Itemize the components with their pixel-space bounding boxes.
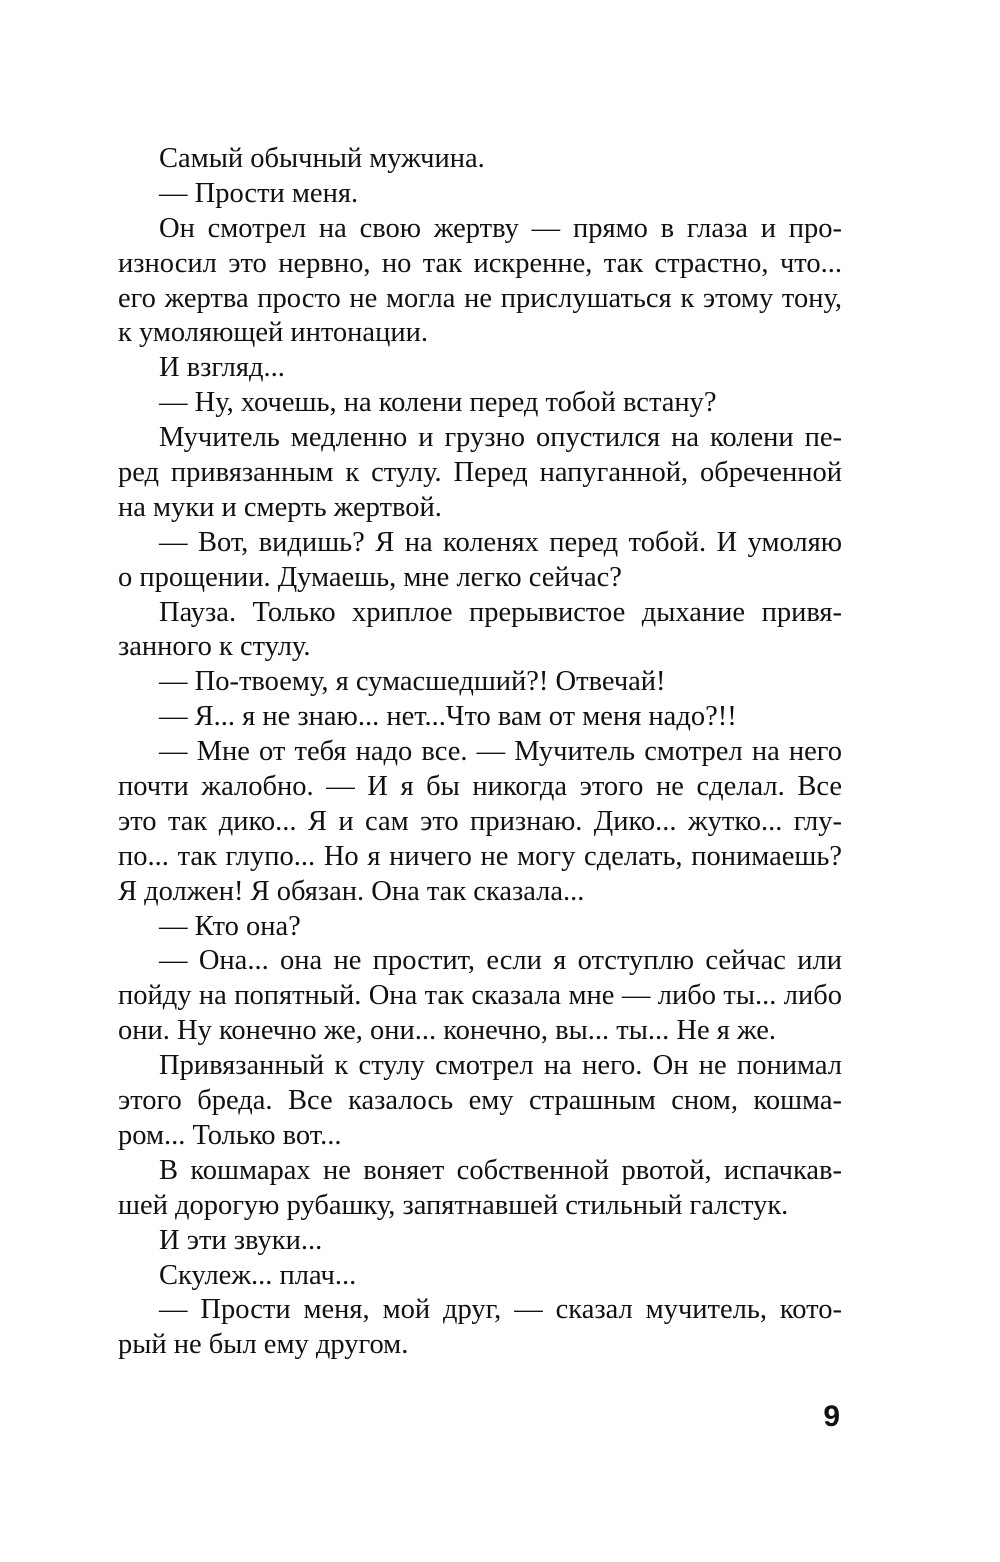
text-line: рый не был ему другом. xyxy=(118,1329,409,1361)
text-line: на муки и смерть жертвой. xyxy=(118,491,442,523)
text-line: Он смотрел на свою жертву — прямо в глаза и про- xyxy=(159,212,842,244)
text-line: о прощении. Думаешь, мне легко сейчас? xyxy=(118,561,622,593)
text-line: Я должен! Я обязан. Она так сказала... xyxy=(118,875,585,907)
text-line: И взгляд... xyxy=(159,352,285,384)
text-line: пойду на попятный. Она так сказала мне — либо ты... либо xyxy=(118,980,842,1012)
text-line: — Вот, видишь? Я на коленях перед тобой. И умоляю xyxy=(159,526,842,558)
text-line: его жертва просто не могла не прислушаться к этому тону, xyxy=(118,282,842,314)
text-line: Привязанный к стулу смотрел на него. Он не понимал xyxy=(159,1050,842,1082)
text-line: — Она... она не простит, если я отступлю сейчас или xyxy=(159,945,842,977)
text-line: — Ну, хочешь, на колени перед тобой встану? xyxy=(159,387,717,419)
text-line: — Прости меня. xyxy=(159,177,359,209)
text-line: это так дико... Я и сам это признаю. Дико... жутко... глу- xyxy=(118,805,842,837)
text-line: Пауза. Только хриплое прерывистое дыхание привя- xyxy=(159,596,842,628)
text-line: по... так глупо... Но я ничего не могу сделать, понимаешь? xyxy=(118,840,842,872)
text-line: В кошмарах не воняет собственной рвотой, испачкав- xyxy=(159,1154,842,1186)
text-line: — Я... я не знаю... нет...Что вам от меня надо?!! xyxy=(159,701,737,733)
text-line: шей дорогую рубашку, запятнавшей стильный галстук. xyxy=(118,1189,789,1221)
text-line: Самый обычный мужчина. xyxy=(159,143,485,174)
text-line: они. Ну конечно же, они... конечно, вы... ты... Не я же. xyxy=(118,1015,777,1047)
text-line: Мучитель медленно и грузно опустился на колени пе- xyxy=(159,422,842,454)
text-line: И эти звуки... xyxy=(159,1224,323,1256)
page-number: 9 xyxy=(823,1400,840,1433)
text-line: ред привязанным к стулу. Перед напуганной, обреченной xyxy=(118,457,842,489)
body-text xyxy=(118,142,842,1363)
text-line: почти жалобно. — И я бы никогда этого не сделал. Все xyxy=(118,771,842,803)
text-line: износил это нервно, но так искренне, так страстно, что... xyxy=(118,247,842,279)
text-line: — Кто она? xyxy=(159,910,301,942)
text-line: — Мне от тебя надо все. — Мучитель смотрел на него xyxy=(159,736,842,768)
text-line: этого бреда. Все казалось ему страшным сном, кошма- xyxy=(118,1085,842,1117)
text-line: — Прости меня, мой друг, — сказал мучитель, кото- xyxy=(159,1294,842,1326)
text-line: — По-твоему, я сумасшедший?! Отвечай! xyxy=(159,666,666,698)
text-line: занного к стулу. xyxy=(118,631,311,663)
text-line: ром... Только вот... xyxy=(118,1119,342,1151)
text-line: Скулеж... плач... xyxy=(159,1259,357,1291)
text-line: к умоляющей интонации. xyxy=(118,317,428,349)
